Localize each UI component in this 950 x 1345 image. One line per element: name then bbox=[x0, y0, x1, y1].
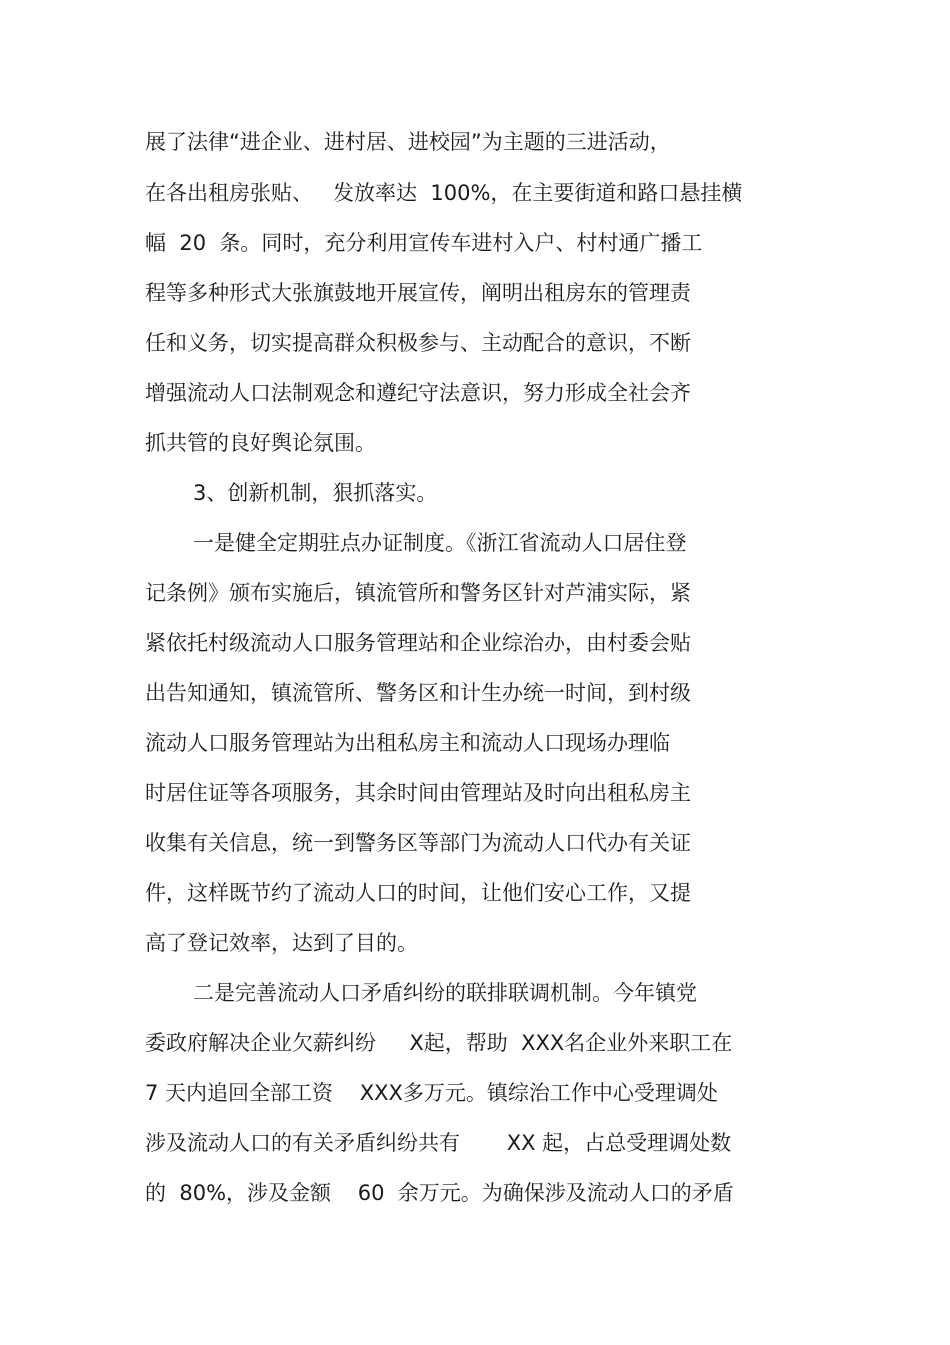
paragraph-line: 高了登记效率，达到了目的。 bbox=[145, 931, 418, 955]
paragraph-line: 一是健全定期驻点办证制度。《浙江省流动人口居住登 bbox=[193, 531, 687, 555]
paragraph-line: 时居住证等各项服务，其余时间由管理站及时向出租私房主 bbox=[145, 781, 691, 805]
paragraph-line: 幅 20 条。同时，充分利用宣传车进村入户、村村通广播工 bbox=[145, 231, 703, 255]
paragraph-line: 涉及流动人口的有关矛盾纠纷共有 XX 起，占总受理调处数 bbox=[145, 1131, 732, 1155]
paragraph-line: 紧依托村级流动人口服务管理站和企业综治办，由村委会贴 bbox=[145, 631, 691, 655]
paragraph-line: 抓共管的良好舆论氛围。 bbox=[145, 431, 376, 455]
paragraph-line: 出告知通知，镇流管所、警务区和计生办统一时间，到村级 bbox=[145, 681, 691, 705]
paragraph-line: 收集有关信息，统一到警务区等部门为流动人口代办有关证 bbox=[145, 831, 691, 855]
paragraph-line: 记条例》颁布实施后，镇流管所和警务区针对芦浦实际，紧 bbox=[145, 581, 691, 605]
paragraph-line: 程等多种形式大张旗鼓地开展宣传，阐明出租房东的管理责 bbox=[145, 281, 691, 305]
paragraph-line: 在各出租房张贴、 发放率达 100%，在主要街道和路口悬挂横 bbox=[145, 181, 743, 205]
paragraph-line: 任和义务，切实提高群众积极参与、主动配合的意识，不断 bbox=[145, 331, 691, 355]
section-heading: 3、创新机制，狠抓落实。 bbox=[193, 481, 438, 505]
paragraph-line: 委政府解决企业欠薪纠纷 X起，帮助 XXX名企业外来职工在 bbox=[145, 1031, 733, 1055]
paragraph-line: 增强流动人口法制观念和遵纪守法意识，努力形成全社会齐 bbox=[145, 381, 691, 405]
paragraph-line: 件，这样既节约了流动人口的时间，让他们安心工作，又提 bbox=[145, 881, 691, 905]
paragraph-line: 7 天内追回全部工资 XXX多万元。镇综治工作中心受理调处 bbox=[145, 1081, 718, 1105]
paragraph-line: 的 80%，涉及金额 60 余万元。为确保涉及流动人口的矛盾 bbox=[145, 1181, 734, 1205]
paragraph-line: 二是完善流动人口矛盾纠纷的联排联调机制。今年镇党 bbox=[193, 981, 697, 1005]
paragraph-line: 流动人口服务管理站为出租私房主和流动人口现场办理临 bbox=[145, 731, 670, 755]
paragraph-line: 展了法律“进企业、进村居、进校园”为主题的三进活动， bbox=[145, 130, 671, 154]
